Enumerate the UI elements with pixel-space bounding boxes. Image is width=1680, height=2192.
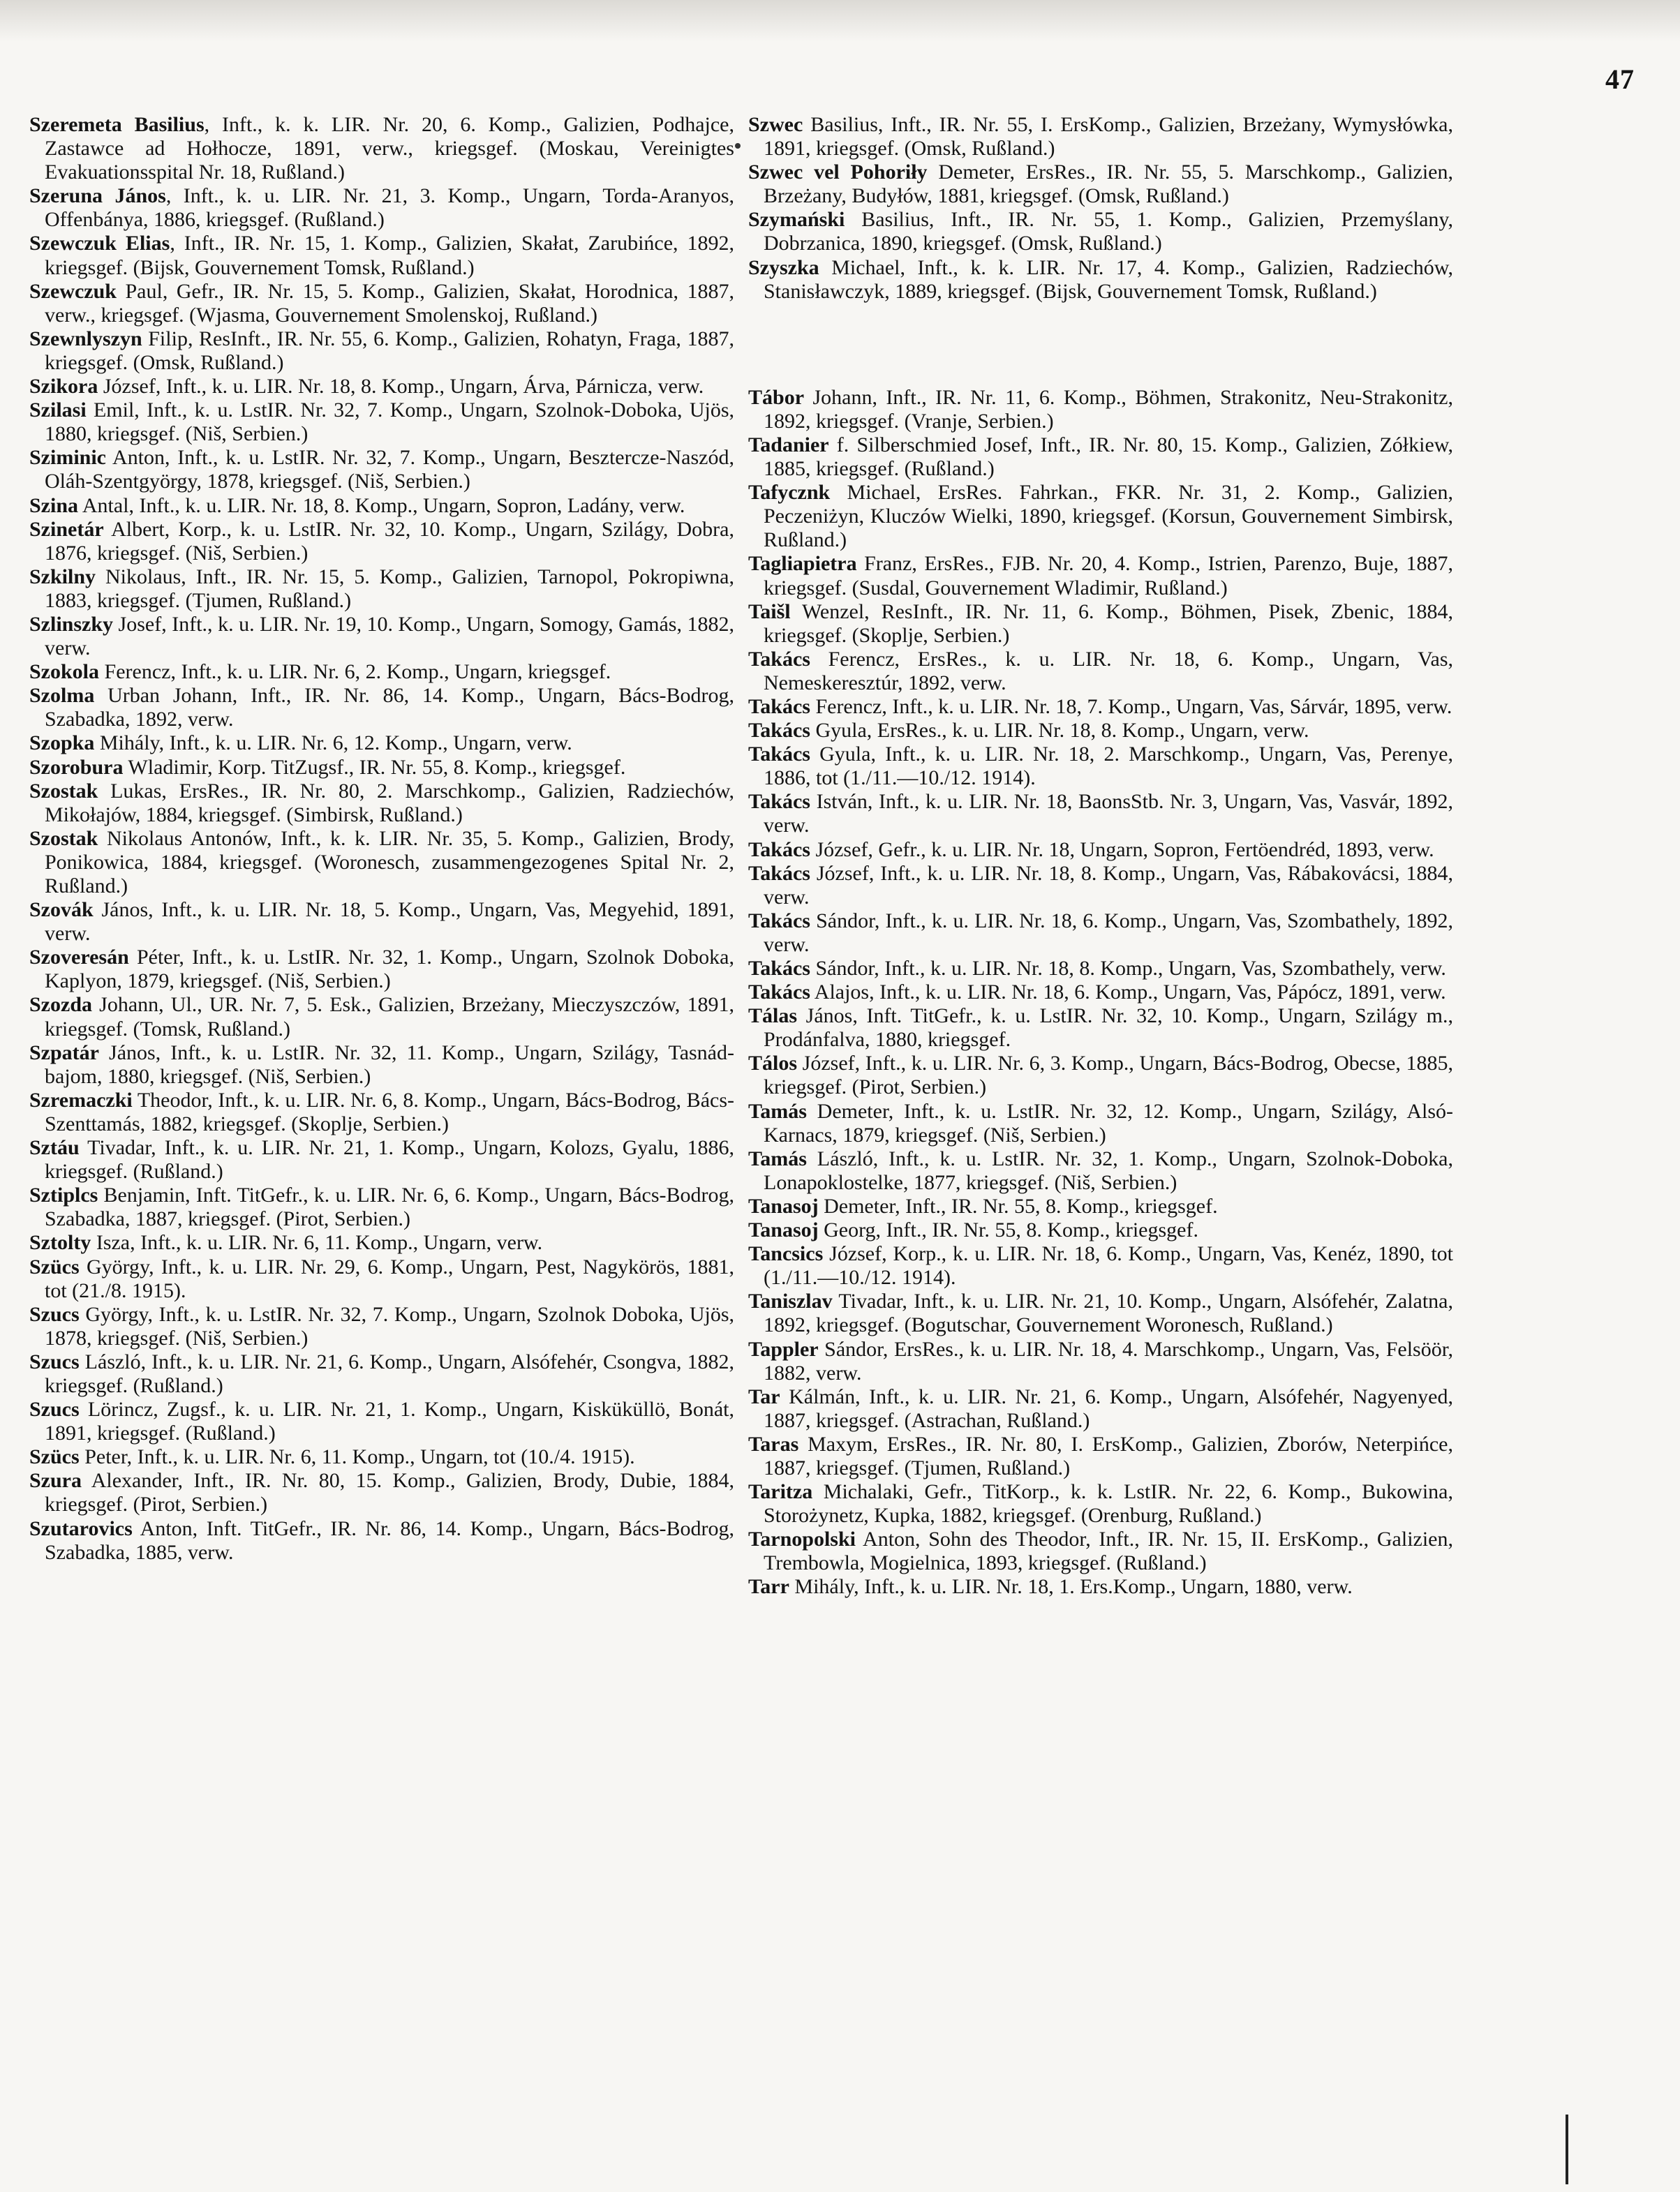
list-entry — [748, 600, 1453, 648]
list-entry — [748, 1100, 1453, 1147]
entry-details: Nikolaus, Inft., IR. Nr. 15, 5. Komp., Galizien, Tarnopol, Pokropiwna, 1883, kriegsgef. (Tjumen, Rußland.) — [45, 565, 734, 612]
entry-surname: Szücs — [29, 1255, 80, 1278]
entry-surname: Sztolty — [29, 1231, 91, 1255]
list-entry — [748, 1338, 1453, 1385]
scan-edge-mark — [1566, 2115, 1568, 2184]
list-entry — [29, 232, 734, 279]
entry-details: Lörincz, Zugsf., k. u. LIR. Nr. 21, 1. Komp., Ungarn, Kisküküllö, Bonát, 1891, kriegsgef. (Rußland.) — [45, 1398, 734, 1445]
entry-details: László, Inft., k. u. LstIR. Nr. 32, 1. Komp., Ungarn, Szolnok-Doboka, Lonapoklostelke, 1877, kriegsgef. (Niš, Serbien.) — [764, 1147, 1453, 1194]
entry-details: József, Gefr., k. u. LIR. Nr. 18, Ungarn, Sopron, Fertöendréd, 1893, verw. — [810, 837, 1434, 861]
entry-surname: Tafycznk — [748, 481, 831, 505]
list-entry — [748, 1290, 1453, 1337]
entry-details: Paul, Gefr., IR. Nr. 15, 5. Komp., Galizien, Skałat, Horodnica, 1887, verw., kriegsgef. (Wjasma, Gouvernement Smolenskoj, Rußland.) — [45, 279, 734, 327]
entry-details: Georg, Inft., IR. Nr. 55, 8. Komp., kriegsgef. — [818, 1218, 1198, 1242]
entry-details: Anton, Inft., k. u. LstIR. Nr. 32, 7. Komp., Ungarn, Besztercze-Naszód, Oláh-Szentgyörgy, 1878, kriegsgef. (Niš, Serbien.) — [45, 446, 734, 493]
list-entry — [748, 1147, 1453, 1195]
list-entry — [748, 790, 1453, 837]
entry-surname: Tálos — [748, 1052, 798, 1075]
entry-details: László, Inft., k. u. LIR. Nr. 21, 6. Komp., Ungarn, Alsófehér, Csongva, 1882, kriegsgef. (Rußland.) — [45, 1350, 734, 1397]
entry-surname: Szymański — [748, 208, 845, 232]
list-entry — [748, 433, 1453, 481]
entry-details: Basilius, Inft., IR. Nr. 55, 1. Komp., Galizien, Przemyślany, Dobrzanica, 1890, kriegsgef. (Omsk, Rußland.) — [764, 208, 1453, 255]
entry-surname: Szucs — [29, 1350, 80, 1373]
entry-details: József, Inft., k. u. LIR. Nr. 6, 3. Komp., Ungarn, Bács-Bodrog, Obecse, 1885, kriegsgef. (Pirot, Serbien.) — [764, 1052, 1453, 1099]
list-entry — [29, 1255, 734, 1303]
list-entry — [748, 648, 1453, 695]
entry-details: Josef, Inft., k. u. LIR. Nr. 19, 10. Komp., Ungarn, Somogy, Gamás, 1882, verw. — [45, 612, 734, 660]
entry-surname: Tamás — [748, 1099, 807, 1123]
list-entry — [29, 1136, 734, 1184]
entry-details: György, Inft., k. u. LIR. Nr. 29, 6. Komp., Ungarn, Pest, Nagykörös, 1881, tot (21./8. 1915). — [45, 1255, 734, 1302]
list-entry — [748, 208, 1453, 255]
entry-details: Demeter, ErsRes., IR. Nr. 55, 5. Marschkomp., Galizien, Brzeżany, Budyłów, 1881, kriegsgef. (Omsk, Rußland.) — [764, 161, 1453, 208]
entry-surname: Szina — [29, 493, 79, 517]
scan-speck — [735, 143, 741, 149]
list-entry — [748, 981, 1453, 1004]
entry-details: Maxym, ErsRes., IR. Nr. 80, I. ErsKomp., Galizien, Zborów, Neterpińce, 1887, kriegsgef. (Tjumen, Rußland.) — [764, 1432, 1453, 1479]
list-entry — [29, 1041, 734, 1089]
entry-details: Anton, Inft. TitGefr., IR. Nr. 86, 14. Komp., Ungarn, Bács-Bodrog, Szabadka, 1885, verw. — [45, 1516, 734, 1564]
entry-details: János, Inft., k. u. LIR. Nr. 18, 5. Komp., Ungarn, Vas, Megyehid, 1891, verw. — [45, 898, 734, 946]
list-entry — [748, 1004, 1453, 1052]
entry-surname: Tagliapietra — [748, 552, 857, 576]
list-entry — [748, 719, 1453, 743]
entry-surname: Tanasoj — [748, 1218, 819, 1242]
entry-details: Péter, Inft., k. u. LstIR. Nr. 32, 1. Komp., Ungarn, Szolnok Doboka, Kaplyon, 1879, kriegsgef. (Niš, Serbien.) — [45, 946, 734, 993]
list-entry — [29, 1350, 734, 1398]
list-entry — [748, 552, 1453, 599]
entry-details: Tivadar, Inft., k. u. LIR. Nr. 21, 10. Komp., Ungarn, Alsófehér, Zalatna, 1892, kriegsgef. (Bogutschar, Gouvernement Woronesch, Rußland.) — [764, 1290, 1453, 1337]
entry-surname: Taras — [748, 1432, 799, 1456]
list-entry — [29, 1184, 734, 1231]
list-entry — [29, 1398, 734, 1445]
list-entry — [29, 780, 734, 827]
entry-surname: Szikora — [29, 375, 98, 398]
list-entry — [29, 1303, 734, 1350]
entry-details: György, Inft., k. u. LstIR. Nr. 32, 7. Komp., Ungarn, Szolnok Doboka, Ujös, 1878, kriegsgef. (Niš, Serbien.) — [45, 1302, 734, 1350]
list-entry — [748, 113, 1453, 161]
list-entry — [748, 1575, 1453, 1599]
entry-details: Alexander, Inft., IR. Nr. 80, 15. Komp., Galizien, Brody, Dubie, 1884, kriegsgef. (Pirot, Serbien.) — [45, 1469, 734, 1516]
list-entry — [748, 695, 1453, 719]
entry-surname: Sztáu — [29, 1136, 80, 1160]
entry-details: Benjamin, Inft. TitGefr., k. u. LIR. Nr. 6, 6. Komp., Ungarn, Bács-Bodrog, Szabadka, 1887, kriegsgef. (Pirot, Serbien.) — [45, 1184, 734, 1231]
entry-details: Wenzel, ResInft., IR. Nr. 11, 6. Komp., Böhmen, Pisek, Zbenic, 1884, kriegsgef. (Skoplje, Serbien.) — [764, 599, 1453, 647]
entry-surname: Takács — [748, 861, 810, 885]
list-entry — [748, 838, 1453, 862]
entry-details: Nikolaus Antonów, Inft., k. k. LIR. Nr. 35, 5. Komp., Galizien, Brody, Ponikowica, 1884, kriegsgef. (Woronesch, zusammengezogenes Spital Nr. 2, Rußland.) — [45, 826, 734, 897]
entry-details: Tivadar, Inft., k. u. LIR. Nr. 21, 1. Komp., Ungarn, Kolozs, Gyalu, 1886, kriegsgef. (Rußland.) — [45, 1136, 734, 1184]
entry-surname: Tancsics — [748, 1242, 824, 1266]
entry-surname: Szucs — [29, 1302, 80, 1326]
list-entry — [29, 446, 734, 493]
list-entry — [748, 1433, 1453, 1480]
entry-details: Sándor, ErsRes., k. u. LIR. Nr. 18, 4. Marschkomp., Ungarn, Vas, Felsöör, 1882, verw. — [764, 1337, 1453, 1385]
entry-details: Filip, ResInft., IR. Nr. 55, 6. Komp., Galizien, Rohatyn, Fraga, 1887, kriegsgef. (Omsk, Rußland.) — [45, 327, 734, 374]
right-column-t-entries — [748, 386, 1453, 1600]
entry-surname: Szewczuk Elias — [29, 232, 170, 255]
entry-surname: Szokola — [29, 660, 100, 684]
list-entry — [29, 398, 734, 446]
list-entry — [29, 731, 734, 755]
entry-details: Peter, Inft., k. u. LIR. Nr. 6, 11. Komp., Ungarn, tot (10./4. 1915). — [79, 1445, 635, 1469]
list-entry — [748, 1480, 1453, 1528]
entry-surname: Takács — [748, 694, 810, 718]
list-entry — [748, 743, 1453, 790]
entry-surname: Szücs — [29, 1445, 80, 1469]
entry-details: Urban Johann, Inft., IR. Nr. 86, 14. Komp., Ungarn, Bács-Bodrog, Szabadka, 1892, verw. — [45, 684, 734, 731]
list-entry — [29, 946, 734, 993]
entry-surname: Tábor — [748, 385, 805, 409]
list-entry — [748, 1528, 1453, 1575]
entry-details: Anton, Sohn des Theodor, Inft., IR. Nr. 15, II. ErsKomp., Galizien, Trembowla, Mogielnica, 1893, kriegsgef. (Rußland.) — [764, 1528, 1453, 1575]
entry-details: Ferencz, ErsRes., k. u. LIR. Nr. 18, 6. Komp., Ungarn, Vas, Nemeskeresztúr, 1892, verw. — [764, 647, 1453, 694]
list-entry — [748, 161, 1453, 208]
page-number: 47 — [1605, 64, 1635, 95]
list-entry — [748, 957, 1453, 981]
entry-surname: Szkilny — [29, 565, 96, 588]
entry-details: Mihály, Inft., k. u. LIR. Nr. 18, 1. Ers.Komp., Ungarn, 1880, verw. — [789, 1575, 1353, 1599]
entry-surname: Szeruna János — [29, 184, 166, 208]
list-entry — [748, 481, 1453, 552]
entry-surname: Tarnopolski — [748, 1528, 856, 1551]
entry-surname: Szilasi — [29, 398, 87, 422]
entry-surname: Takács — [748, 837, 810, 861]
entry-details: Isza, Inft., k. u. LIR. Nr. 6, 11. Komp., Ungarn, verw. — [91, 1231, 543, 1255]
right-column — [748, 113, 1453, 1600]
entry-details: f. Silberschmied Josef, Inft., IR. Nr. 80, 15. Komp., Galizien, Zółkiew, 1885, kriegsgef. (Rußland.) — [764, 433, 1453, 481]
entry-surname: Szopka — [29, 731, 95, 755]
list-entry — [29, 684, 734, 731]
entry-surname: Szorobura — [29, 755, 124, 779]
list-entry — [29, 280, 734, 327]
list-entry — [748, 862, 1453, 909]
entry-details: Theodor, Inft., k. u. LIR. Nr. 6, 8. Komp., Ungarn, Bács-Bodrog, Bács-Szenttamás, 1882, kriegsgef. (Skoplje, Serbien.) — [45, 1088, 734, 1135]
entry-details: Johann, Inft., IR. Nr. 11, 6. Komp., Böhmen, Strakonitz, Neu-Strakonitz, 1892, kriegsgef. (Vranje, Serbien.) — [764, 385, 1453, 433]
list-entry — [29, 993, 734, 1041]
list-entry — [29, 1231, 734, 1255]
list-entry — [29, 184, 734, 232]
entry-details: Alajos, Inft., k. u. LIR. Nr. 18, 6. Komp., Ungarn, Vas, Pápócz, 1891, verw. — [810, 981, 1446, 1004]
entry-details: Michael, ErsRes. Fahrkan., FKR. Nr. 31, 2. Komp., Galizien, Peczeniżyn, Kluczów Wielki, 1890, kriegsgef. (Korsun, Gouvernement Simbirsk, Rußland.) — [764, 481, 1453, 552]
list-entry — [29, 494, 734, 518]
entry-surname: Szutarovics — [29, 1516, 133, 1540]
list-entry — [29, 1089, 734, 1136]
entry-surname: Taniszlav — [748, 1290, 833, 1313]
list-entry — [29, 327, 734, 375]
entry-details: Albert, Korp., k. u. LstIR. Nr. 32, 10. Komp., Ungarn, Szilágy, Dobra, 1876, kriegsgef. (Niš, Serbien.) — [45, 517, 734, 565]
entry-surname: Tarr — [748, 1575, 789, 1599]
list-entry — [748, 256, 1453, 304]
entry-surname: Szyszka — [748, 255, 819, 279]
list-entry — [748, 1242, 1453, 1290]
list-entry — [29, 613, 734, 660]
entry-surname: Szolma — [29, 684, 95, 708]
scan-shadow — [0, 0, 1680, 42]
entry-surname: Takács — [748, 909, 810, 932]
entry-details: Gyula, Inft., k. u. LIR. Nr. 18, 2. Marschkomp., Ungarn, Vas, Perenye, 1886, tot (1./11.—10./12. 1914). — [764, 743, 1453, 790]
list-entry — [748, 1218, 1453, 1242]
entry-details: Michael, Inft., k. k. LIR. Nr. 17, 4. Komp., Galizien, Radziechów, Stanisławczyk, 1889, kriegsgef. (Bijsk, Gouvernement Tomsk, Rußland.) — [764, 255, 1453, 303]
list-entry — [748, 1052, 1453, 1099]
list-entry — [748, 1195, 1453, 1218]
list-entry — [29, 1445, 734, 1469]
entry-surname: Szwec vel Pohoriły — [748, 161, 928, 184]
entry-surname: Szostak — [29, 826, 98, 850]
entry-surname: Szovák — [29, 898, 94, 922]
entry-details: Gyula, ErsRes., k. u. LIR. Nr. 18, 8. Komp., Ungarn, verw. — [810, 719, 1309, 743]
letter-section-gap — [748, 304, 1453, 386]
entry-surname: Szucs — [29, 1398, 80, 1422]
list-entry — [29, 518, 734, 565]
entry-surname: Takács — [748, 647, 810, 671]
entry-surname: Szlinszky — [29, 612, 114, 636]
list-entry — [29, 1469, 734, 1516]
entry-surname: Takács — [748, 790, 810, 814]
entry-surname: Szostak — [29, 779, 98, 803]
entry-surname: Szewczuk — [29, 279, 117, 303]
entry-surname: Tadanier — [748, 433, 829, 456]
entry-surname: Szozda — [29, 993, 92, 1017]
entry-surname: Takács — [748, 957, 810, 980]
entry-surname: Taritza — [748, 1480, 813, 1504]
left-column — [29, 113, 734, 1565]
list-entry — [748, 909, 1453, 957]
entry-surname: Takács — [748, 719, 810, 743]
list-entry — [29, 113, 734, 184]
list-entry — [29, 898, 734, 946]
entry-surname: Szura — [29, 1469, 82, 1493]
entry-surname: Takács — [748, 981, 810, 1004]
list-entry — [29, 565, 734, 613]
list-entry — [748, 1385, 1453, 1433]
entry-details: , Inft., k. k. LIR. Nr. 20, 6. Komp., Galizien, Podhajce, Zastawce ad Hołhocze, 1891, verw., kriegsgef. (Moskau, Vereinigtes Evakuationsspital Nr. 18, Rußland.) — [45, 113, 734, 184]
list-entry — [748, 386, 1453, 433]
entry-details: István, Inft., k. u. LIR. Nr. 18, BaonsStb. Nr. 3, Ungarn, Vas, Vasvár, 1892, verw. — [764, 790, 1453, 837]
entry-details: Ferencz, Inft., k. u. LIR. Nr. 6, 2. Komp., Ungarn, kriegsgef. — [99, 660, 611, 684]
entry-details: Michalaki, Gefr., TitKorp., k. k. LstIR. Nr. 22, 6. Komp., Bukowina, Storożynetz, Kupka, 1882, kriegsgef. (Orenburg, Rußland.) — [764, 1480, 1453, 1528]
entry-surname: Szeremeta Basilius — [29, 113, 205, 136]
entry-details: József, Inft., k. u. LIR. Nr. 18, 8. Komp., Ungarn, Árva, Párnicza, verw. — [98, 375, 704, 398]
entry-surname: Szwec — [748, 113, 803, 136]
entry-surname: Szoveresán — [29, 946, 129, 969]
list-entry — [29, 660, 734, 684]
entry-details: Lukas, ErsRes., IR. Nr. 80, 2. Marschkomp., Galizien, Radziechów, Mikołajów, 1884, kriegsgef. (Simbirsk, Rußland.) — [45, 779, 734, 826]
entry-details: Ferencz, Inft., k. u. LIR. Nr. 18, 7. Komp., Ungarn, Vas, Sárvár, 1895, verw. — [810, 694, 1452, 718]
entry-surname: Szinetár — [29, 517, 104, 541]
entry-details: Franz, ErsRes., FJB. Nr. 20, 4. Komp., Istrien, Parenzo, Buje, 1887, kriegsgef. (Susdal, Gouvernement Wladimir, Rußland.) — [764, 552, 1453, 599]
entry-details: József, Inft., k. u. LIR. Nr. 18, 8. Komp., Ungarn, Vas, Rábakovácsi, 1884, verw. — [764, 861, 1453, 909]
entry-details: Demeter, Inft., IR. Nr. 55, 8. Komp., kriegsgef. — [818, 1194, 1218, 1218]
entry-surname: Sziminic — [29, 446, 106, 470]
entry-details: , Inft., IR. Nr. 15, 1. Komp., Galizien, Skałat, Zarubińce, 1892, kriegsgef. (Bijsk, Gouvernement Tomsk, Rußland.) — [45, 232, 734, 279]
entry-surname: Takács — [748, 743, 810, 766]
entry-surname: Tamás — [748, 1147, 807, 1170]
entry-surname: Taišl — [748, 599, 791, 623]
entry-details: Johann, Ul., UR. Nr. 7, 5. Esk., Galizien, Brzeżany, Mieczyszczów, 1891, kriegsgef. (Tomsk, Rußland.) — [45, 993, 734, 1041]
entry-details: János, Inft. TitGefr., k. u. LstIR. Nr. 32, 10. Komp., Ungarn, Szilágy m., Prodánfalva, 1880, kriegsgef. — [764, 1004, 1453, 1052]
entry-details: József, Korp., k. u. LIR. Nr. 18, 6. Komp., Ungarn, Vas, Kenéz, 1890, tot (1./11.—10./12. 1914). — [764, 1242, 1453, 1290]
entry-surname: Tappler — [748, 1337, 819, 1361]
entry-surname: Tálas — [748, 1004, 798, 1028]
list-entry — [29, 375, 734, 398]
list-entry — [29, 827, 734, 898]
entry-surname: Tar — [748, 1385, 780, 1408]
entry-surname: Sztiplcs — [29, 1184, 98, 1207]
entry-details: Basilius, Inft., IR. Nr. 55, I. ErsKomp., Galizien, Brzeżany, Wymysłówka, 1891, kriegsgef. (Omsk, Rußland.) — [764, 113, 1453, 161]
entry-details: Sándor, Inft., k. u. LIR. Nr. 18, 8. Komp., Ungarn, Vas, Szombathely, verw. — [810, 957, 1446, 980]
right-column-s-entries — [748, 113, 1453, 304]
entry-details: Mihály, Inft., k. u. LIR. Nr. 6, 12. Komp., Ungarn, verw. — [94, 731, 572, 755]
list-entry — [29, 1517, 734, 1565]
entry-details: Wladimir, Korp. TitZugsf., IR. Nr. 55, 8. Komp., kriegsgef. — [123, 755, 626, 779]
entry-surname: Tanasoj — [748, 1194, 819, 1218]
entry-details: , Inft., k. u. LIR. Nr. 21, 3. Komp., Ungarn, Torda-Aranyos, Offenbánya, 1886, kriegsgef. (Rußland.) — [45, 184, 734, 232]
entry-details: Antal, Inft., k. u. LIR. Nr. 18, 8. Komp., Ungarn, Sopron, Ladány, verw. — [78, 493, 685, 517]
entry-surname: Szewnlyszyn — [29, 327, 142, 350]
entry-surname: Szpatár — [29, 1041, 99, 1064]
entry-details: János, Inft., k. u. LstIR. Nr. 32, 11. Komp., Ungarn, Szilágy, Tasnád-bajom, 1880, kriegsgef. (Niš, Serbien.) — [45, 1041, 734, 1088]
entry-details: Sándor, Inft., k. u. LIR. Nr. 18, 6. Komp., Ungarn, Vas, Szombathely, 1892, verw. — [764, 909, 1453, 956]
list-entry — [29, 756, 734, 780]
entry-surname: Szremaczki — [29, 1088, 133, 1112]
entry-details: Emil, Inft., k. u. LstIR. Nr. 32, 7. Komp., Ungarn, Szolnok-Doboka, Ujös, 1880, kriegsgef. (Niš, Serbien.) — [45, 398, 734, 446]
entry-details: Kálmán, Inft., k. u. LIR. Nr. 21, 6. Komp., Ungarn, Alsófehér, Nagyenyed, 1887, kriegsgef. (Astrachan, Rußland.) — [764, 1385, 1453, 1432]
entry-details: Demeter, Inft., k. u. LstIR. Nr. 32, 12. Komp., Ungarn, Szilágy, Alsó-Karnacs, 1879, kriegsgef. (Niš, Serbien.) — [764, 1099, 1453, 1147]
